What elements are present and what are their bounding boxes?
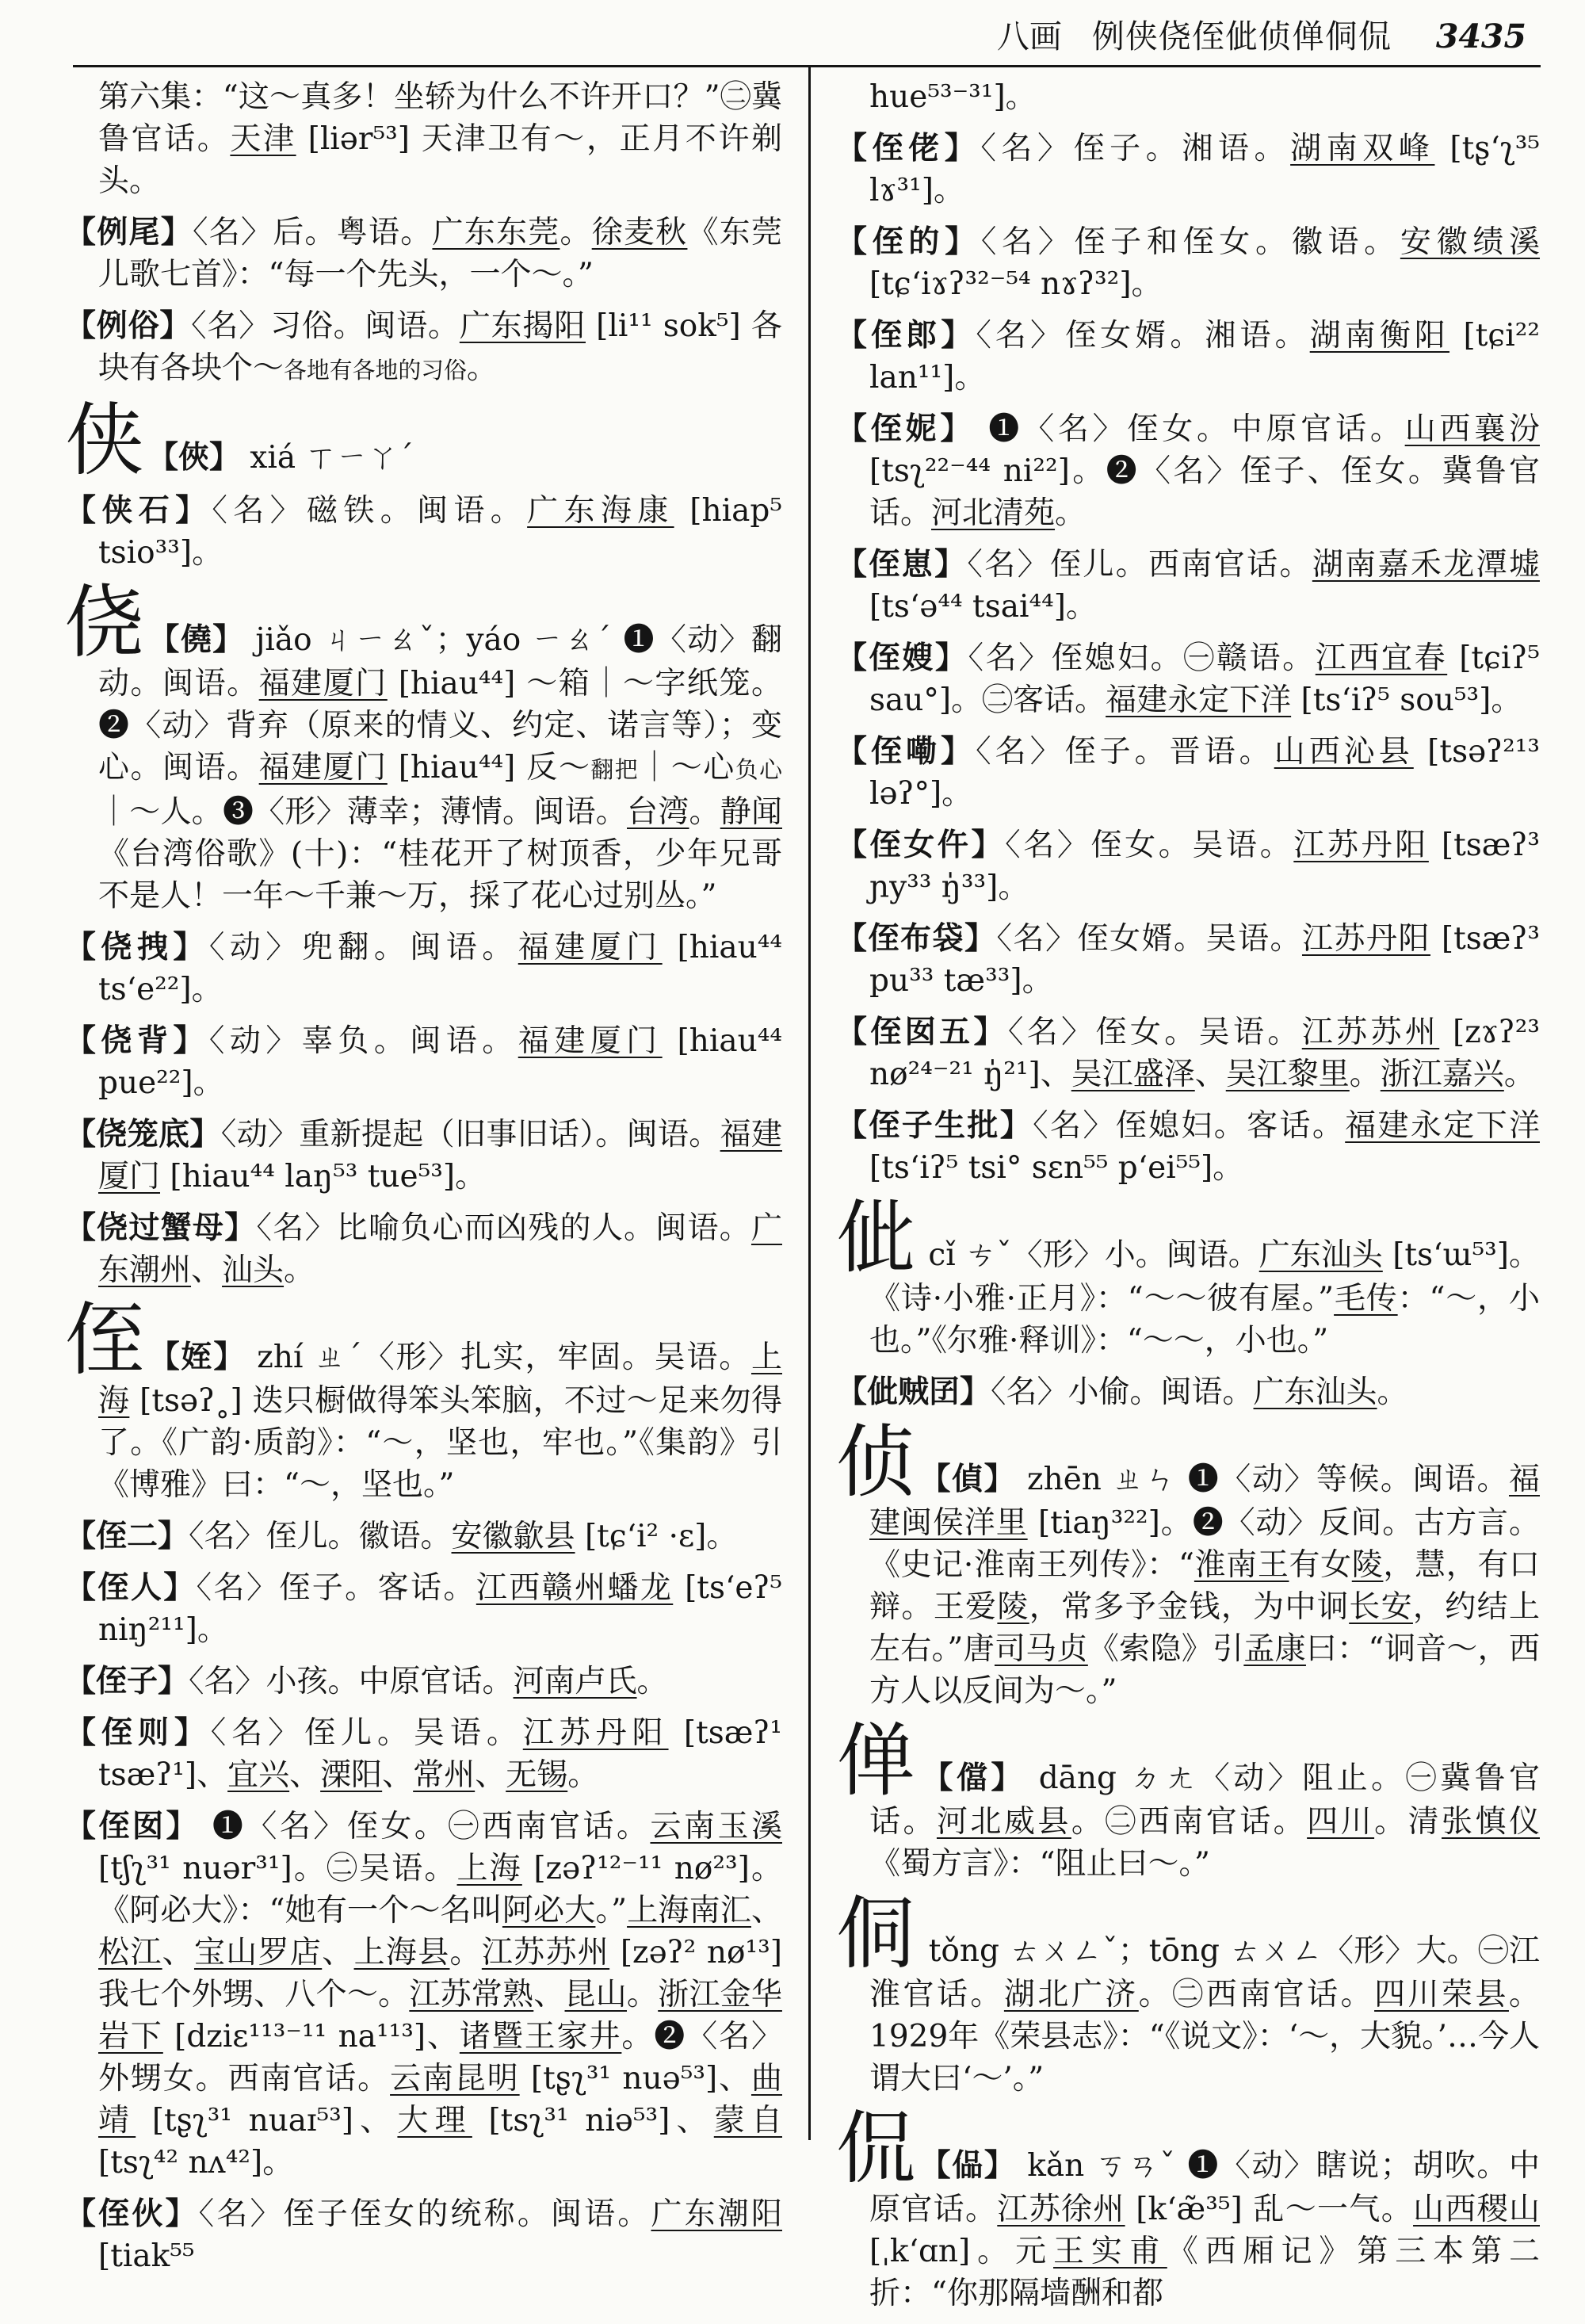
entry-text: 〈动〉辜负。闽语。	[208, 1023, 518, 1059]
underlined-term: 曲靖	[98, 2061, 782, 2139]
underlined-term: 广东海康	[527, 493, 674, 529]
entry-text: zhí ㄓˊ〈形〉扎实，牢固。吴语。	[246, 1340, 751, 1375]
entry-text: [tɕ‘i² ·ɛ]。	[575, 1519, 738, 1554]
entry-text: [tiak⁵⁵	[98, 2238, 195, 2274]
left-column	[65, 76, 782, 2287]
headword: 侥	[65, 576, 146, 669]
underlined-term: 张慎仪	[1442, 1804, 1540, 1840]
entry-text: [tɕiʔ⁵ sau°]。㊁客话。	[869, 640, 1540, 718]
subentry	[836, 1105, 1540, 1189]
subentry-term: 【侄囡】	[65, 1808, 201, 1844]
entry-text: ｜～人。❸〈形〉薄幸；薄情。闽语。	[98, 794, 627, 830]
entry-text: 。	[689, 794, 720, 830]
entry-text: 。	[560, 215, 592, 250]
subentry-term: 【侄布袋】	[836, 920, 997, 957]
entry-text: zhēn ㄓㄣ ❶〈动〉等候。闽语。	[1016, 1462, 1509, 1497]
entry-text: 。”	[595, 1893, 628, 1928]
underlined-term: 河北清苑	[931, 495, 1056, 531]
headword: 侦	[836, 1416, 917, 1508]
entry-text: 、	[533, 1977, 565, 2012]
entry-text: [tsʅ³¹ niə⁵³]、	[472, 2103, 714, 2139]
entry-text: 〈名〉侄儿。吴语。	[210, 1715, 523, 1751]
underlined-term: 福建厦门	[258, 666, 388, 701]
underlined-term: 湖北广济	[1003, 1977, 1139, 2012]
entry-text: xiá ㄒㄧㄚˊ	[240, 440, 414, 476]
underlined-term: 河北威县	[936, 1804, 1071, 1840]
entry-text: [zəʔ² nø¹³] 我七个外甥、八个～。	[98, 1935, 782, 2012]
headword-entry	[65, 1294, 782, 1506]
headword: 佌	[836, 1191, 916, 1284]
subentry	[65, 927, 782, 1011]
traditional-form: 【僥】	[148, 621, 245, 658]
underlined-term: 陵	[997, 1589, 1029, 1625]
underlined-term: 四川	[1307, 1804, 1375, 1840]
entry-text: 、	[382, 1757, 414, 1793]
subentry	[65, 1020, 782, 1104]
entry-text: [hiau⁴⁴ laŋ⁵³ tue⁵³]。	[160, 1159, 487, 1194]
underlined-term: 福建闽侯洋里	[869, 1462, 1540, 1541]
entry-text: [ts‘ə⁴⁴ tsai⁴⁴]。	[869, 589, 1097, 625]
entry-text: 。清	[1374, 1804, 1442, 1840]
underlined-term: 江苏丹阳	[1293, 828, 1429, 863]
underlined-term: 福建永定下洋	[1106, 682, 1292, 718]
underlined-term: 江西赣州蟠龙	[476, 1570, 674, 1606]
headword-entry	[836, 2102, 1540, 2314]
entry-text: 〈名〉侄子。湘语。	[980, 131, 1291, 166]
subentry-term: 【侄则】	[65, 1714, 211, 1751]
underlined-term: 松江	[98, 1935, 162, 1970]
page-number: 3435	[1435, 17, 1526, 55]
entry-text: [tɕi²² lan¹¹]。	[869, 318, 1540, 396]
entry-text: [ts‘ɯ⁵³]。《诗·小雅·正月》：“～～彼有屋。”	[869, 1237, 1540, 1317]
entry-text: [k‘æ̃³⁵] 乱～一气。	[1125, 2192, 1414, 2227]
entry-text: ❶〈名〉侄女。中原官话。	[975, 411, 1405, 447]
column-divider	[808, 67, 811, 2140]
entry-text: 〈名〉侄女婿。吴语。	[996, 921, 1302, 957]
headword: 侄	[65, 1294, 146, 1386]
entry-text: 〈名〉比喻负心而凶残的人。闽语。	[256, 1210, 751, 1246]
entry-text: 〈动〉兜翻。闽语。	[208, 930, 518, 965]
entry-text: 〈名〉侄子。晋语。	[976, 734, 1274, 770]
subentry-term: 【佌贼囝】	[836, 1374, 991, 1410]
entry-text: [ˌk‘ɑn]。元	[869, 2234, 1054, 2269]
entry-text: 、	[475, 1757, 506, 1793]
subentry	[65, 1516, 782, 1558]
entry-text: [tsæʔ³ pu³³ tæ³³]。	[869, 921, 1540, 999]
headword: 𫢸	[836, 1714, 919, 1807]
underlined-term: 吴江盛泽	[1071, 1057, 1195, 1092]
entry-text: 。	[284, 1252, 315, 1288]
subentry-term: 【侄崽】	[836, 546, 968, 583]
entry-text: 〈名〉侄儿。徽语。	[189, 1519, 452, 1554]
underlined-term: 徐麦秋	[591, 215, 688, 250]
headword-entry	[836, 1714, 1540, 1885]
entry-text: [tʂʅ³¹ nuə⁵³]、	[519, 2061, 751, 2097]
subentry	[836, 408, 1540, 534]
entry-text: 〈名〉小偷。闽语。	[991, 1374, 1254, 1410]
entry-text: 。	[466, 350, 498, 386]
entry-text: [ts‘eʔ⁵ niŋ²¹¹]。	[98, 1570, 782, 1648]
entry-text: [tʃʅ³¹ nuər³¹]。㊁吴语。	[98, 1851, 457, 1886]
subentry	[65, 1661, 782, 1703]
entry-text: ，常多予金钱，为中诇	[1029, 1589, 1350, 1625]
underlined-term: 江苏苏州	[481, 1935, 610, 1970]
entry-text: [zəʔ¹²⁻¹¹ nø²³]。《阿必大》：“她有一个～名叫	[98, 1851, 782, 1928]
underlined-term: 福建厦门	[518, 930, 663, 965]
entry-text: 第六集：“这～真多！坐轿为什么不许开口？”㊁冀鲁官话。	[98, 79, 782, 157]
entry-text: 。	[1503, 1057, 1535, 1092]
entry-text: 。	[1349, 1057, 1381, 1092]
underlined-term: 司马贞	[994, 1631, 1088, 1667]
entry-text: 。㊁西南官话。	[1071, 1804, 1308, 1840]
headword: 侗	[836, 1887, 916, 1980]
entry-text: 〈名〉侄儿。西南官话。	[967, 547, 1312, 583]
continued-entry	[65, 76, 782, 202]
underlined-term: 吴江黎里	[1225, 1057, 1350, 1092]
underlined-term: 浙江金华岩下	[98, 1977, 782, 2055]
underlined-term: 广东汕头	[1253, 1374, 1377, 1410]
underlined-term: 无锡	[506, 1757, 568, 1793]
subentry-term: 【侄二】	[65, 1518, 189, 1554]
entry-text: [dziɛ¹¹³⁻¹¹ na¹¹³]、	[162, 2019, 460, 2055]
entry-text: ：“～，小也。”《尔雅·释训》：“～～，小也。”	[869, 1281, 1540, 1359]
subentry	[836, 315, 1540, 399]
underlined-term: 江西宜春	[1315, 640, 1448, 676]
entry-text: [tiaŋ³²²]。❷〈动〉反间。古方言。《史记·淮南王列传》：“	[869, 1505, 1540, 1583]
entry-text: [tɕ‘iɤʔ³²⁻⁵⁴ nɤʔ³²]。	[869, 266, 1163, 302]
underlined-term: 安徽绩溪	[1400, 224, 1540, 260]
entry-text: 〈名〉习俗。闽语。	[191, 308, 460, 344]
entry-text: 〈动〉重新提起（旧事旧话）。闽语。	[220, 1117, 720, 1152]
subentry-term: 【侥过蟹母】	[65, 1210, 257, 1246]
subentry-term: 【侄伙】	[65, 2196, 199, 2232]
traditional-form: 【姪】	[148, 1339, 246, 1375]
subentry	[65, 1114, 782, 1198]
entry-text: 。	[636, 1664, 668, 1699]
entry-text: 。1929年《荣县志》：“《说文》：‘～，大貌。’…今人谓大曰‘～’。”	[869, 1977, 1540, 2097]
underlined-term: 广东潮阳	[651, 2196, 782, 2232]
subentry-term: 【例俗】	[65, 308, 192, 344]
underlined-term: 江苏丹阳	[1301, 921, 1430, 957]
entry-text: 。㊁西南官话。	[1138, 1977, 1375, 2012]
subentry-term: 【侄妮】	[836, 411, 976, 447]
entry-text: 〈名〉小孩。中原官话。	[189, 1664, 514, 1699]
underlined-term: 山西襄汾	[1404, 411, 1540, 447]
entry-text: tǒng ㄊㄨㄥˇ；tōng ㄊㄨㄥ〈形〉大。㊀江淮官话。	[869, 1933, 1540, 2012]
headword: 侠	[65, 394, 144, 487]
subentry-term: 【侠石】	[65, 492, 212, 529]
subentry	[836, 731, 1540, 815]
entry-text: [hiap⁵ tsio³³]。	[98, 493, 782, 571]
underlined-term: 湖南衡阳	[1309, 318, 1450, 354]
headword-entry	[836, 1887, 1540, 2100]
entry-text: 〈名〉侄媳妇。客话。	[1033, 1108, 1346, 1144]
entry-text: 。❷〈名〉外甥女。西南官话。	[98, 2019, 782, 2097]
subentry	[65, 2193, 782, 2277]
underlined-term: 汕头	[222, 1252, 285, 1288]
subentry	[65, 305, 782, 392]
entry-text: [tsəʔ˳] 迭只橱做得笨头笨脑，不过～足来勿得了。《广韵·质韵》：“～，坚也，牢也。”《集韵》引《博雅》曰：“～，坚也。”	[98, 1383, 782, 1503]
gloss-note: 负心	[735, 756, 782, 783]
entry-text: [tsəʔ²¹³ ləʔ°]。	[869, 734, 1540, 812]
subentry-term: 【侥笼底】	[65, 1116, 221, 1152]
underlined-term: 昆山	[564, 1977, 627, 2012]
underlined-term: 山西沁县	[1274, 734, 1414, 770]
underlined-term: 常州	[413, 1757, 476, 1793]
underlined-term: 广东东莞	[432, 215, 560, 250]
underlined-term: 山西稷山	[1413, 2192, 1540, 2227]
subentry-term: 【侄囡五】	[836, 1014, 1008, 1050]
underlined-term: 湖南嘉禾龙潭墟	[1312, 547, 1540, 583]
underlined-term: 台湾	[627, 794, 689, 830]
headword-entry	[65, 576, 782, 917]
subentry-term: 【侄的】	[836, 224, 981, 260]
underlined-term: 蒙自	[713, 2103, 782, 2139]
underlined-term: 福建厦门	[258, 750, 388, 785]
entry-text: ❶〈名〉侄女。㊀西南官话。	[200, 1809, 651, 1844]
gloss-note: 各地有各地的习俗	[284, 357, 467, 384]
entry-text: kǎn ㄎㄢˇ ❶〈动〉瞎说；胡吹。中原官话。	[869, 2148, 1540, 2227]
entry-text: [hiau⁴⁴ ts‘e²²]。	[98, 930, 782, 1007]
entry-text: 、	[750, 1893, 782, 1928]
entry-text: [liər⁵³] 天津卫有～，正月不许剃头。	[98, 121, 782, 199]
underlined-term: 静闻	[720, 794, 782, 830]
entry-text: [tsæʔ¹ tsæʔ¹]、	[98, 1715, 782, 1793]
underlined-term: 江苏常熟	[409, 1977, 534, 2012]
underlined-term: 大理	[397, 2103, 472, 2139]
entry-text: [hiau⁴⁴ pue²²]。	[98, 1023, 782, 1101]
subentry-term: 【侄子】	[65, 1663, 189, 1699]
subentry-term: 【侄子生批】	[836, 1107, 1033, 1144]
entry-text: 〈名〉侄子。客话。	[196, 1570, 476, 1606]
entry-text: 〈名〉侄女。吴语。	[1007, 1015, 1302, 1050]
underlined-term: 陵	[1351, 1547, 1384, 1583]
subentry	[836, 918, 1540, 1002]
underlined-term: 阿必大	[502, 1893, 596, 1928]
subentry-term: 【例尾】	[65, 214, 193, 250]
subentry	[836, 637, 1540, 721]
entry-text: [tsæʔ³ ɲy³³ ŋ̍³³]。	[869, 828, 1540, 905]
subentry-term: 【侄嘞】	[836, 733, 976, 770]
page-header	[997, 13, 1526, 60]
entry-text: 〈名〉侄媳妇。㊀赣语。	[968, 640, 1316, 676]
entry-text: 、	[191, 1252, 223, 1288]
underlined-term: 福建永定下洋	[1345, 1108, 1540, 1144]
entry-text: ｜～心	[639, 750, 735, 785]
entry-text: cǐ ㄘˇ〈形〉小。闽语。	[919, 1237, 1259, 1273]
headword-entry	[65, 394, 782, 487]
entry-text: 《蜀方言》：“阻止曰～。”	[869, 1846, 1210, 1882]
subentry	[65, 1207, 782, 1291]
subentry	[836, 544, 1540, 628]
underlined-term: 长安	[1349, 1589, 1413, 1625]
header-rule	[73, 65, 1541, 67]
underlined-term: 浙江嘉兴	[1380, 1057, 1504, 1092]
entry-text: hue⁵³⁻³¹]。	[869, 79, 1037, 115]
continued-entry	[836, 76, 1540, 118]
entry-text: 〈名〉磁铁。闽语。	[212, 493, 528, 529]
subentry	[65, 1712, 782, 1796]
underlined-term: 福建厦门	[518, 1023, 663, 1059]
entry-text: 〈名〉后。粤语。	[192, 215, 433, 250]
traditional-form: 【偵】	[919, 1461, 1017, 1497]
entry-text: [hiau⁴⁴] ～箱｜～字纸笼。❷〈动〉背弃（原来的情义、约定、诺言等）；变心。闽语。	[98, 666, 782, 785]
subentry-term: 【侄佬】	[836, 130, 981, 166]
gloss-note: 翻把	[590, 756, 640, 783]
underlined-term: 上海县	[353, 1935, 450, 1970]
entry-text: 有女	[1289, 1547, 1352, 1583]
entry-text: [tʂʅ³¹ nuaɪ⁵³]、	[136, 2103, 398, 2139]
entry-text: [zɤʔ²³ nø²⁴⁻²¹ ŋ̍²¹]、	[869, 1015, 1540, 1092]
underlined-term: 安徽歙县	[451, 1519, 575, 1554]
underlined-term: 江苏徐州	[997, 2192, 1125, 2227]
entry-text: 《台湾俗歌》(十)：“桂花开了树顶香，少年兄哥不是人！一年～千兼～万，採了花心过别丛。”	[98, 836, 782, 914]
underlined-term: 广东潮州	[98, 1210, 782, 1288]
underlined-term: 诸暨王家井	[459, 2019, 622, 2055]
entry-text: [tsʅ²²⁻⁴⁴ ni²²]。❷〈名〉侄子、侄女。冀鲁官话。	[869, 453, 1540, 531]
headword: 侃	[836, 2102, 917, 2195]
entry-text: 〈名〉侄女。吴语。	[1005, 828, 1294, 863]
underlined-term: 淮南王	[1194, 1547, 1289, 1583]
underlined-term: 四川荣县	[1374, 1977, 1509, 2012]
subentry	[65, 490, 782, 574]
entry-text: [li¹¹ sok⁵] 各块有各块个～	[98, 308, 782, 386]
underlined-term: 云南昆明	[390, 2061, 520, 2097]
entry-text: 。	[626, 1977, 659, 2012]
underlined-term: 广东汕头	[1258, 1237, 1383, 1273]
underlined-term: 宝山罗店	[193, 1935, 323, 1970]
underlined-term: 上海南汇	[627, 1893, 751, 1928]
subentry-term: 【侥背】	[65, 1022, 209, 1059]
entry-text: [tsʅ⁴² nʌ⁴²]。	[98, 2145, 294, 2181]
underlined-term: 湖南双峰	[1290, 131, 1435, 166]
underlined-term: 孟康	[1243, 1631, 1306, 1667]
subentry	[836, 221, 1540, 305]
underlined-term: 云南玉溪	[650, 1809, 782, 1844]
entry-text: dāng ㄉㄤ〈动〉阻止。㊀冀鲁官话。	[869, 1760, 1540, 1840]
subentry	[836, 824, 1540, 908]
entry-text: 《索隐》引	[1087, 1631, 1244, 1667]
underlined-term: 毛传	[1334, 1281, 1398, 1317]
subentry	[836, 1371, 1540, 1413]
entry-text: 。	[1377, 1374, 1408, 1410]
subentry	[836, 128, 1540, 212]
entry-text: 、	[322, 1935, 354, 1970]
underlined-term: 王实甫	[1053, 2234, 1167, 2269]
entry-text: 。	[449, 1935, 482, 1970]
entry-text: 〈名〉侄子侄女的统称。闽语。	[198, 2196, 651, 2232]
entry-text: ，慧，有口辩。王爱	[869, 1547, 1540, 1625]
underlined-term: 江苏丹阳	[522, 1715, 669, 1751]
traditional-form: 【儅】	[922, 1760, 1025, 1796]
entry-text: 《西厢记》第三本第二折：“你那隔墙酬和都	[869, 2234, 1540, 2311]
subentry	[65, 1567, 782, 1651]
entry-text: 、	[289, 1757, 321, 1793]
traditional-form: 【偘】	[919, 2147, 1017, 2184]
subentry-term: 【侥拽】	[65, 929, 209, 965]
underlined-term: 溧阳	[320, 1757, 383, 1793]
underlined-term: 上海	[456, 1851, 522, 1886]
entry-text: 《东莞儿歌七首》：“每一个先头，一个～。”	[98, 215, 782, 292]
subentry	[65, 212, 782, 296]
right-column	[836, 76, 1540, 2324]
underlined-term: 广东揭阳	[459, 308, 586, 344]
subentry-term: 【侄女仵】	[836, 827, 1006, 863]
entry-text: [tʂ‘ʅ³⁵ lɤ³¹]。	[869, 131, 1540, 208]
subentry	[836, 1011, 1540, 1095]
stroke-section-label: 八画	[996, 17, 1062, 55]
traditional-form: 【俠】	[147, 439, 241, 476]
entry-text: 曰：“诇音～，西方人以反间为～。”	[869, 1631, 1540, 1709]
entry-text: [ts‘iʔ⁵ sou⁵³]。	[1291, 682, 1522, 718]
underlined-term: 福建厦门	[98, 1117, 782, 1194]
entry-text: 〈名〉侄子和侄女。徽语。	[980, 224, 1400, 260]
subentry-term: 【侄人】	[65, 1569, 197, 1606]
entry-text: [ts‘iʔ⁵ tsi° sɛn⁵⁵ p‘ei⁵⁵]。	[869, 1150, 1244, 1186]
underlined-term: 天津	[230, 121, 296, 157]
entry-text: 。	[567, 1757, 599, 1793]
entry-text: 。	[1055, 495, 1087, 531]
entry-text: 、	[162, 1935, 194, 1970]
underlined-term: 宜兴	[227, 1757, 290, 1793]
entry-text: 、	[1194, 1057, 1226, 1092]
underlined-term: 河南卢氏	[513, 1664, 637, 1699]
subentry	[65, 1806, 782, 2184]
headword-entry	[836, 1416, 1540, 1712]
entry-text: [hiau⁴⁴] 反～	[387, 750, 591, 785]
subentry-term: 【侄郎】	[836, 317, 976, 354]
entry-text: 〈名〉侄女婿。湘语。	[976, 318, 1310, 354]
underlined-term: 江苏苏州	[1301, 1015, 1440, 1050]
entry-text: ，约结上左右。”唐	[869, 1589, 1540, 1667]
subentry-term: 【侄嫂】	[836, 640, 968, 676]
header-character-range: 例侠侥侄佌侦𫢸侗侃	[1091, 17, 1392, 55]
headword-entry	[836, 1191, 1540, 1362]
entry-text: jiǎo ㄐㄧㄠˇ；yáo ㄧㄠˊ ❶〈动〉翻动。闽语。	[98, 622, 782, 701]
underlined-term: 上海	[98, 1340, 782, 1419]
